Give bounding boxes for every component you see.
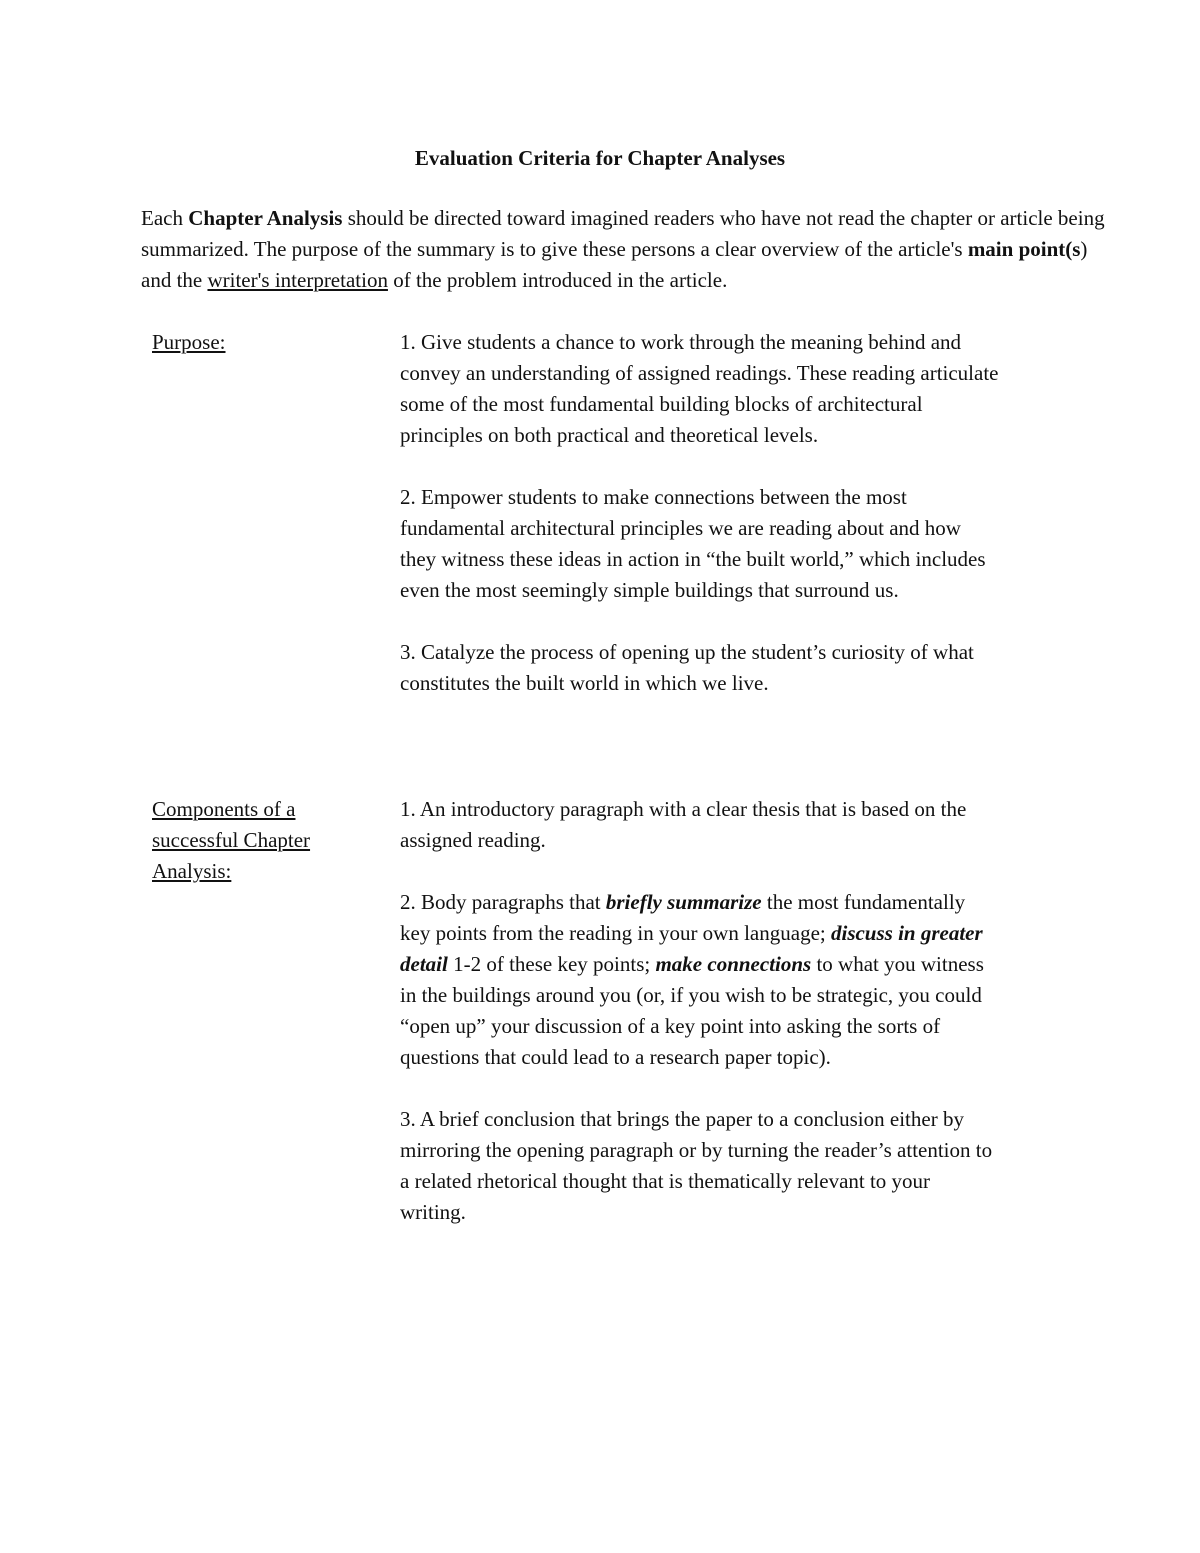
components-item-3: 3. A brief conclusion that brings the paper to a conclusion either by mirroring the opening paragraph or by turning the reader’s attention to a related rhetorical thought that is thematically relevant to your writing. — [400, 1107, 993, 1224]
purpose-item-1: 1. Give students a chance to work through the meaning behind and convey an understanding of assigned readings. These reading articulate some of the most fundamental building blocks of architectural principles on both practical and theoretical levels. — [400, 330, 999, 447]
components-item-2-text-2: the most fundamentally key points from the reading in your own language; — [400, 890, 966, 945]
purpose-item-2: 2. Empower students to make connections between the most fundamental architectural principles we are reading about and how they witness these ideas in action in “the built world,” which includes even the most seemingly simple buildings that surround us. — [400, 485, 986, 602]
components-item-2-text-4: to what you witness in the buildings around you (or, if you wish to be strategic, you could “open up” your discussion of a key point into asking the sorts of questions that could lead to a research paper topic). — [400, 952, 984, 1069]
intro-bold-main-points: main point(s — [967, 237, 1081, 261]
intro-text-2: should be directed toward imagined readers who have not read the chapter or article being summarized. The purpose of the summary is to give these persons a clear overview of the article's — [141, 206, 1105, 261]
intro-text-4: of the problem introduced in the article. — [387, 268, 728, 292]
intro-underline-writers-interpretation: writer's interpretation — [207, 268, 388, 292]
emphasis-make-connections: make connections — [655, 952, 812, 976]
components-item-1: 1. An introductory paragraph with a clear thesis that is based on the assigned reading. — [400, 797, 967, 852]
components-item-2-text-1: 2. Body paragraphs that — [400, 890, 606, 914]
components-item-2-text-3: 1-2 of these key points; — [447, 952, 656, 976]
intro-bold-chapter-analysis: Chapter Analysis — [188, 206, 343, 230]
components-item-2 — [400, 887, 1000, 1073]
emphasis-discuss-in-greater-detail: discuss in greater detail — [400, 921, 983, 976]
intro-text-1: Each — [141, 206, 189, 230]
components-list — [400, 794, 1000, 1259]
purpose-list — [400, 327, 1000, 730]
purpose-item-3: 3. Catalyze the process of opening up the student’s curiosity of what constitutes the built world in which we live. — [400, 640, 974, 695]
page-title: Evaluation Criteria for Chapter Analyses — [414, 146, 786, 170]
components-label: Components of a successful Chapter Analysis: — [152, 797, 311, 883]
purpose-label: Purpose: — [152, 330, 226, 354]
intro-paragraph — [141, 203, 1121, 296]
emphasis-briefly-summarize: briefly summarize — [605, 890, 762, 914]
intro-text-3: ) and the — [141, 237, 1088, 292]
